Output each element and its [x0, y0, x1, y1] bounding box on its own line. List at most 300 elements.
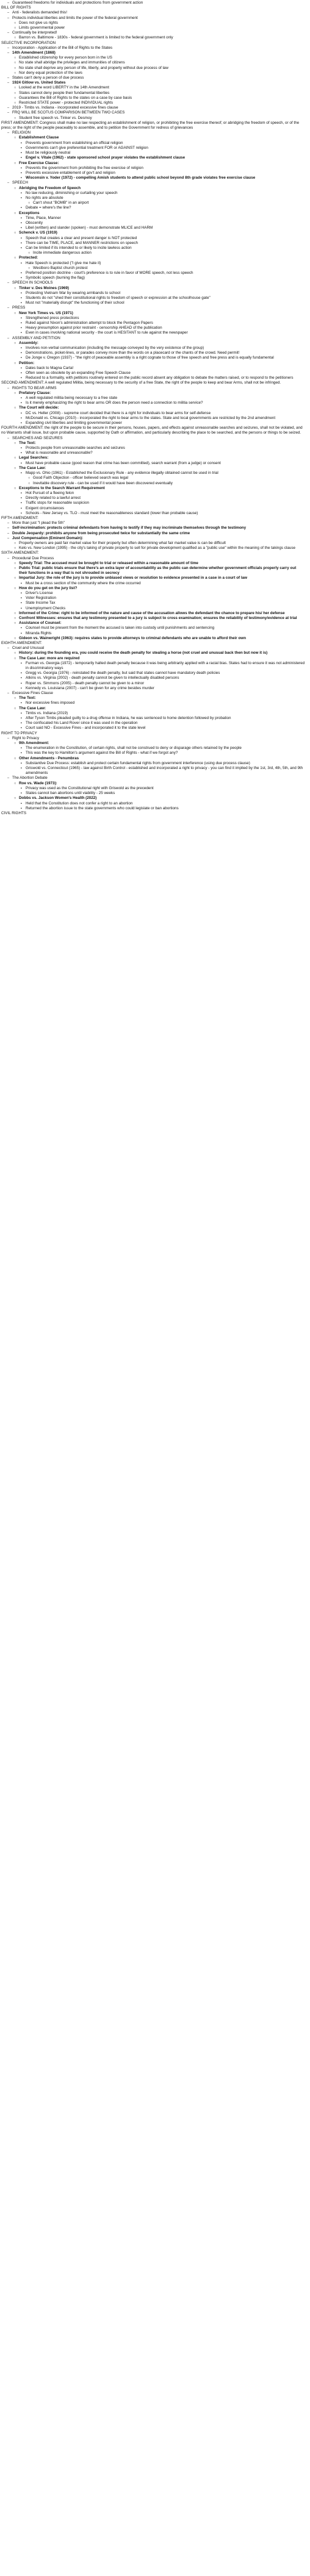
- outline-text: Returned the abortion issue to the state governments who could legislate or ban abortions: [26, 806, 179, 810]
- outline-item: [1, 171, 305, 176]
- outline-item: [1, 701, 305, 706]
- outline-item: [1, 236, 305, 241]
- outline-text: De Jonge v. Oregon (1937) - "the right of peaceable assembly is a right cognate to those of free speech and free press and is equally fundamental: [26, 356, 274, 360]
- bullet-marker: ○: [14, 96, 16, 100]
- bullet-marker: ○: [14, 456, 16, 460]
- bullet-marker: ▪: [21, 316, 22, 320]
- bullet-marker: ○: [14, 116, 16, 120]
- outline-item: [1, 441, 305, 446]
- outline-item: [1, 85, 305, 90]
- outline-text: History: during the founding era, you could receive the death penalty for stealing a horse (not cruel and unusual back then but now it is): [19, 651, 268, 656]
- bullet-marker: –: [7, 306, 10, 310]
- outline-item: [1, 276, 305, 281]
- outline-text: FRQ WILL BE SCOTUS COMPARISON BETWEEN TWO CASES: [12, 110, 125, 115]
- outline-item: [1, 616, 305, 621]
- outline-item: [1, 806, 305, 811]
- outline-text: Furman vs. Georgia (1972) - temporarily halted death penalty because it was being arbitrarily applied with a racial bias. States had to ensure it was not administered in discriminatory ways: [26, 660, 305, 671]
- bullet-marker: ▪: [21, 726, 22, 731]
- bullet-marker: –: [7, 16, 10, 20]
- outline-item: [1, 581, 305, 586]
- outline-text: Involves non-verbal communication (including the message conveyed by the very existence of the group): [26, 346, 204, 351]
- outline-text: Ruled against Nixon's administration attempt to block the Pentagon Papers: [26, 321, 153, 325]
- outline-item: [1, 606, 305, 611]
- outline-text: Continually be interpreted!: [12, 30, 57, 35]
- bullet-marker: ○: [14, 406, 16, 410]
- bullet-marker: ○: [14, 186, 16, 190]
- outline-item: [1, 466, 305, 471]
- outline-item: [1, 141, 305, 146]
- outline-item: [1, 476, 305, 481]
- outline-text: Impartial Jury: the role of the jury is to provide unbiased views or resolution to evidence presented in a case in a court of law: [19, 576, 248, 581]
- outline-text: Does not give us rights: [19, 20, 59, 25]
- outline-text: Must not "materially disrupt" the functioning of their school: [26, 301, 124, 306]
- outline-text: No rights are absolute: [26, 195, 63, 200]
- outline-text: Exceptions: [19, 210, 40, 215]
- outline-item: [1, 541, 305, 546]
- outline-item: [1, 526, 305, 531]
- bullet-marker: ▪: [21, 371, 22, 376]
- outline-item: [1, 621, 305, 626]
- outline-item: [1, 161, 305, 166]
- outline-item: [1, 676, 305, 681]
- outline-text: The Text:: [19, 696, 36, 701]
- outline-item: [1, 76, 305, 80]
- outline-item: [1, 35, 305, 40]
- outline-text: Time, Place, Manner: [26, 215, 61, 220]
- outline-item: [1, 16, 305, 21]
- outline-item: [1, 316, 305, 321]
- outline-text: After Tyson Timbs pleaded guilty to a drug offense in Indiana, he was sentenced to home detention followed by probation: [26, 716, 231, 721]
- outline-text: Speech that creates a clear and present danger is NOT protected: [26, 235, 137, 240]
- outline-item: [1, 296, 305, 301]
- bullet-marker: ▪: [21, 591, 22, 595]
- bullet-marker: ▪: [21, 171, 22, 175]
- bullet-marker: ○: [14, 286, 16, 290]
- outline-text: FIFTH AMENDMENT:: [1, 515, 38, 520]
- outline-item: [1, 251, 305, 256]
- outline-item: [1, 786, 305, 791]
- bullet-marker: ▪: [21, 241, 22, 245]
- bullet-marker: ▪: [21, 631, 22, 635]
- outline-item: [1, 151, 305, 156]
- bullet-marker: ▪: [21, 767, 22, 771]
- bullet-marker: –: [7, 526, 10, 531]
- bullet-marker: ▪: [21, 581, 22, 585]
- bullet-marker: ○: [14, 21, 16, 25]
- outline-item: [1, 611, 305, 616]
- bullet-marker: ▪: [21, 701, 22, 706]
- outline-item: [1, 586, 305, 591]
- outline-item: [1, 691, 305, 696]
- section-heading: [1, 641, 305, 646]
- bullet-marker: ○: [14, 621, 16, 626]
- outline-text: 1924 Gitlow vs. United States: [12, 80, 66, 85]
- outline-text: Directly related to a lawful arrest: [26, 496, 81, 501]
- outline-item: [1, 146, 305, 151]
- bullet-marker: ▪: [21, 601, 22, 606]
- outline-text: Prevents the government from prohibiting the free exercise of religion: [26, 165, 143, 170]
- bullet-marker: ▪: [21, 511, 22, 515]
- outline-item: [1, 576, 305, 581]
- outline-text: Exigent circumstances: [26, 506, 64, 510]
- bullet-marker: ○: [14, 36, 16, 40]
- bullet-marker: ▪: [21, 246, 22, 250]
- outline-item: [1, 26, 305, 30]
- outline-item: [1, 341, 305, 346]
- bullet-marker: –: [7, 76, 10, 80]
- outline-text: Prefatory Clause:: [19, 390, 51, 395]
- outline-text: More than just "I plead the 5th": [12, 521, 65, 526]
- bullet-marker: ○: [14, 561, 16, 565]
- outline-text: SECOND AMENDMENT: A well regulated Militia, being necessary to the security of a free State, the right of the people to keep and bear Arms, shall not be infringed.: [1, 381, 281, 385]
- outline-item: [1, 796, 305, 801]
- outline-item: [1, 366, 305, 371]
- outline-text: Students do not "shed their constitutional rights to freedom of speech or expression at the schoolhouse gate": [26, 295, 211, 300]
- bullet-marker: ○: [14, 781, 16, 785]
- outline-text: Good Faith Objection - officer believed search was legal: [33, 476, 128, 481]
- outline-text: The Case Law:: [19, 706, 46, 710]
- outline-text: SIXTH AMENDMENT:: [1, 551, 39, 556]
- outline-text: No state shall deprive any person of life, liberty, and property without due process of law: [19, 65, 168, 70]
- bullet-marker: ▪: [21, 411, 22, 415]
- outline-text: Can't shout "BOMB" in an airport: [33, 201, 89, 206]
- outline-item: [1, 131, 305, 135]
- outline-text: Symbolic speech (burning the flag): [26, 276, 85, 281]
- bullet-marker: ▪: [21, 151, 22, 156]
- outline-item: [1, 226, 305, 231]
- bullet-marker: ○: [14, 71, 16, 75]
- outline-text: Public Trial: public trials ensure that there's an extra layer of accountability as the public can determine whether government officials properly carry out their functions in a way that is not shrouded in secrecy: [19, 565, 297, 576]
- bullet-marker: –: [7, 531, 10, 535]
- outline-text: Preferred position doctrine - court's preference is to rule in favor of MORE speech, not less speech: [26, 270, 193, 275]
- bullet-marker: ▪: [21, 271, 22, 275]
- outline-text: Privacy was used as the Constitutional right with Griswold as the precedent: [26, 785, 154, 790]
- bullet-marker: ▪: [21, 326, 22, 331]
- outline-item: [1, 261, 305, 266]
- outline-text: Restricted STATE power - protected INDIVIDUAL rights: [19, 101, 114, 106]
- outline-text: Student free speech vs. Tinker vs. Desmoy: [19, 115, 92, 120]
- outline-item: [1, 135, 305, 140]
- bullet-marker: ▪: [21, 226, 22, 231]
- outline-text: Debate = where's the line?: [26, 206, 71, 210]
- bullet-marker: ▪: [21, 291, 22, 295]
- bullet-marker: –: [7, 51, 10, 55]
- outline-item: [1, 391, 305, 396]
- bullet-marker: ▪: [21, 366, 22, 370]
- outline-item: [1, 721, 305, 726]
- outline-item: [1, 10, 305, 15]
- outline-item: [1, 601, 305, 606]
- outline-item: [1, 206, 305, 210]
- outline-text: SELECTIVE INCORPORATION: [1, 40, 56, 45]
- outline-text: No state shall abridge the privileges and immunities of citizens: [19, 60, 125, 65]
- outline-text: Petition:: [19, 360, 35, 365]
- bullet-marker: –: [7, 11, 10, 15]
- outline-text: No law reducing, diminishing or curtailing your speech: [26, 190, 118, 195]
- outline-item: [1, 376, 305, 381]
- bullet-marker: ▪: [21, 596, 22, 601]
- bullet-marker: ○: [14, 441, 16, 445]
- bullet-marker: ○: [14, 136, 16, 140]
- outline-text: FOURTH AMENDMENT: the right of the people to be secure in their persons, houses, papers, and effects against unreasonable searches and seizures, shall not be violated, and no Warrants shall issue, but upon probable cause, supported by Oath or affirmation, and particularly describing the place to be searched, and the persons or things to be seized.: [1, 426, 303, 435]
- outline-text: Self-incrimination: protects criminal defendants from having to testify if they may incriminate themselves through the testimony: [12, 526, 247, 531]
- outline-text: RIGHTS TO BEAR ARMS: [12, 385, 57, 390]
- outline-item: [1, 446, 305, 451]
- outline-text: Kelo vs. New London (1995) - the city's taking of private property to sell for private development qualified as a "public use" within the meaning of the takings clause: [19, 546, 296, 551]
- bullet-marker: ○: [14, 86, 16, 90]
- bullet-marker: –: [7, 281, 10, 285]
- bullet-marker: ▪: [21, 751, 22, 756]
- bullet-marker: ○: [14, 361, 16, 365]
- bullet-marker: ▪: [21, 451, 22, 456]
- outline-item: [1, 486, 305, 491]
- outline-item: [1, 686, 305, 691]
- bullet-marker: –: [7, 106, 10, 110]
- outline-item: [1, 406, 305, 410]
- bullet-marker: ○: [14, 616, 16, 620]
- outline-item: [1, 761, 305, 766]
- outline-text: PRESS: [12, 306, 26, 310]
- outline-text: Voter Registration: [26, 596, 57, 601]
- outline-text: Excessive Fines Clause: [12, 691, 53, 696]
- outline-item: [1, 781, 305, 786]
- outline-item: [1, 60, 305, 65]
- outline-text: Protects individual liberties and limits the power of the federal government: [12, 15, 138, 20]
- bullet-marker: –: [7, 536, 10, 540]
- outline-item: [1, 741, 305, 746]
- outline-item: [1, 521, 305, 526]
- outline-item: [1, 451, 305, 456]
- section-heading: [1, 121, 305, 131]
- outline-text: Dobbs vs. Jackson Women's Health (2022): [19, 796, 97, 801]
- outline-text: ASSEMBLY AND PETITION: [12, 335, 60, 340]
- outline-text: Roper vs. Simmons (2005) - death penalty cannot be given to a minor: [26, 681, 145, 685]
- outline-text: McDonald vs. Chicago (2010) - incorporated the right to bear arms to the states. State and local governments are restricted by the 2nd amendment: [26, 415, 276, 420]
- outline-item: [1, 591, 305, 596]
- section-heading: [1, 5, 305, 10]
- outline-text: States can't deny a person of due process: [12, 76, 84, 80]
- bullet-marker: –: [7, 1, 10, 5]
- outline-item: [1, 116, 305, 121]
- bullet-marker: ▪: [21, 681, 22, 685]
- bullet-marker: –: [7, 556, 10, 560]
- outline-text: DC vs. Heller (2008) - supreme court decided that there is a right for individuals to bear arms for self-defense: [26, 410, 211, 415]
- outline-text: Protects people from unreasonable searches and seizures: [26, 446, 125, 451]
- outline-item: [1, 331, 305, 335]
- outline-text: New York Times vs. US (1971): [19, 310, 73, 315]
- outline-item: [1, 361, 305, 366]
- bullet-marker: ○: [14, 91, 16, 95]
- bullet-marker: ▪: [21, 156, 22, 160]
- outline-item: [1, 371, 305, 376]
- bullet-marker: ○: [28, 201, 31, 206]
- outline-item: [1, 491, 305, 496]
- outline-item: [1, 51, 305, 55]
- outline-text: Other Amendments - Penumbras: [19, 756, 79, 760]
- outline-item: [1, 681, 305, 686]
- bullet-marker: ○: [14, 341, 16, 345]
- outline-item: [1, 181, 305, 185]
- outline-item: [1, 531, 305, 536]
- outline-text: SEARCHES AND SEIZURES: [12, 435, 63, 440]
- outline-text: Limits governmental power: [19, 26, 65, 30]
- outline-text: SPEECH: [12, 181, 28, 185]
- outline-text: State Income Tax: [26, 601, 56, 606]
- outline-item: [1, 481, 305, 486]
- outline-item: [1, 411, 305, 416]
- outline-item: [1, 241, 305, 246]
- outline-text: RELIGION: [12, 131, 31, 135]
- section-heading: [1, 551, 305, 556]
- outline-text: Reduced to a formality, with petitions routinely entered on the public record absent any obligation to debate the matters raised, or to respond to the petitioners: [26, 376, 294, 381]
- bullet-marker: ▪: [21, 301, 22, 306]
- outline-text: Traffic stops for reasonable suspicion: [26, 501, 89, 506]
- outline-item: [1, 326, 305, 331]
- outline-text: Assistance of Counsel:: [19, 621, 62, 626]
- outline-item: [1, 596, 305, 601]
- outline-text: How do you get on the jury list?: [19, 585, 78, 590]
- bullet-marker: ▪: [21, 792, 22, 796]
- bullet-marker: ○: [14, 636, 16, 640]
- bullet-marker: ▪: [21, 746, 22, 751]
- bullet-marker: –: [7, 81, 10, 85]
- outline-text: Prevents excessive entablement of gov't and religion: [26, 170, 115, 175]
- outline-text: Gregg vs. Georgia (1976) - reinstated the death penalty, but said that states cannot have mandatory death policies: [26, 671, 220, 676]
- outline-text: Governments can't give preferential treatment FOR or AGAINST religion: [26, 145, 148, 150]
- outline-text: Protected:: [19, 256, 38, 260]
- outline-text: Obscenity: [26, 220, 43, 225]
- outline-text: Miranda Rights: [26, 631, 52, 635]
- bullet-marker: ▪: [21, 141, 22, 145]
- outline-item: [1, 766, 305, 776]
- outline-text: The Case Law:: [19, 465, 46, 470]
- outline-text: Prevents government from establishing an official religion: [26, 140, 123, 145]
- outline-item: [1, 471, 305, 476]
- bullet-marker: ▪: [21, 806, 22, 810]
- bullet-marker: ▪: [21, 261, 22, 265]
- outline-text: Mapp vs. Ohio (1961) - Established the Exclusionary Rule - any evidence illegally obtained cannot be used in trial: [26, 471, 218, 476]
- bullet-marker: ▪: [21, 401, 22, 406]
- outline-item: [1, 216, 305, 221]
- outline-text: Just Compensation (Eminent Domain):: [12, 535, 84, 540]
- outline-text: The Case Law: more are required: [19, 656, 80, 660]
- bullet-marker: –: [7, 692, 10, 696]
- outline-item: [1, 55, 305, 60]
- outline-item: [1, 536, 305, 541]
- bullet-marker: ○: [14, 391, 16, 395]
- outline-text: Expanding civil liberties and limiting governmental power: [26, 421, 122, 426]
- outline-text: Established citizenship for every person born in the US: [19, 55, 112, 60]
- outline-item: [1, 30, 305, 35]
- bullet-marker: ▪: [21, 221, 22, 225]
- outline-text: Incorporation - Application of the Bill of Rights to the States: [12, 45, 113, 50]
- outline-text: Confront Witnesses: ensures that any testimony presented to a jury is subject to cross examination; ensures the reliability of testimony/evidence at trial: [19, 615, 297, 620]
- outline-text: Wisconsin v. Yoder (1972) - compelling Amish students to attend public school beyond 8th grade violates free exercise clause: [26, 176, 256, 181]
- bullet-marker: ▪: [21, 146, 22, 150]
- outline-item: [1, 661, 305, 671]
- outline-item: [1, 496, 305, 501]
- outline-item: [1, 91, 305, 96]
- outline-item: [1, 156, 305, 160]
- bullet-marker: ○: [14, 586, 16, 590]
- outline-text: Anti - federalists demanded this!: [12, 10, 67, 15]
- bullet-marker: ○: [14, 756, 16, 760]
- section-heading: [1, 41, 305, 46]
- bullet-marker: ○: [14, 541, 16, 545]
- outline-text: Heavy presumption against prior restraint - censorship AHEAD of the publication: [26, 326, 162, 331]
- outline-item: [1, 256, 305, 260]
- outline-item: [1, 201, 305, 206]
- outline-text: Westboro Baptist church protest: [33, 265, 88, 270]
- outline-item: [1, 401, 305, 406]
- outline-text: Procedural Due Process: [12, 556, 54, 560]
- outline-item: [1, 356, 305, 360]
- bullet-marker: ○: [14, 231, 16, 235]
- bullet-marker: ▪: [21, 717, 22, 721]
- outline-item: [1, 271, 305, 276]
- bullet-marker: ○: [14, 706, 16, 710]
- bullet-marker: ▪: [21, 396, 22, 401]
- outline-item: [1, 211, 305, 216]
- outline-item: [1, 716, 305, 721]
- bullet-marker: ▪: [21, 506, 22, 510]
- outline-item: [1, 106, 305, 110]
- outline-text: 2019 - Timbs vs. Indiana - incorporated excessive fines clause: [12, 106, 118, 110]
- bullet-marker: ○: [28, 266, 31, 270]
- section-heading: [1, 426, 305, 435]
- bullet-marker: ▪: [21, 331, 22, 335]
- bullet-marker: ○: [14, 311, 16, 315]
- bullet-marker: ▪: [21, 461, 22, 465]
- outline-item: [1, 286, 305, 291]
- outline-text: EIGHTH AMENDMENT:: [1, 641, 42, 645]
- outline-text: Double Jeopardy: prohibits anyone from being prosecuted twice for substantially the same crime: [12, 531, 190, 535]
- bullet-marker: ○: [14, 211, 16, 215]
- bullet-marker: –: [7, 46, 10, 50]
- bullet-marker: –: [7, 736, 10, 740]
- bullet-marker: –: [7, 31, 10, 35]
- bullet-marker: ○: [14, 651, 16, 656]
- bullet-marker: ▪: [21, 356, 22, 360]
- bullet-marker: ▪: [21, 276, 22, 281]
- outline-text: Griswold vs. Connecticut (1965) - law against Birth Control - established and incorporated a right to privacy - you can find it implied by the 1st, 3rd, 4th, 5th, and 9th amendments: [26, 766, 303, 776]
- outline-text: Looked at the word LIBERTY in the 14th Amendment: [19, 85, 109, 90]
- outline-item: [1, 336, 305, 341]
- bullet-marker: ▪: [21, 216, 22, 220]
- outline-text: 14th Amendment (1868): [12, 51, 56, 55]
- outline-item: [1, 96, 305, 101]
- outline-text: Free Exercise Clause:: [19, 160, 59, 165]
- outline-text: Nor excessive fines imposed: [26, 701, 75, 706]
- notes-document: [0, 0, 307, 816]
- outline-text: The Text:: [19, 440, 36, 445]
- outline-item: [1, 191, 305, 196]
- outline-text: CIVIL RIGHTS: [1, 810, 27, 815]
- outline-text: Demonstrations, picket-lines, or parades convey more than the words on a placecard or the chants of the crowd. Need permit!: [26, 351, 240, 356]
- outline-item: [1, 386, 305, 391]
- bullet-marker: ○: [14, 696, 16, 701]
- bullet-marker: ▪: [21, 416, 22, 420]
- section-heading: [1, 516, 305, 521]
- outline-item: [1, 281, 305, 285]
- bullet-marker: ▪: [21, 606, 22, 610]
- outline-item: [1, 246, 305, 251]
- bullet-marker: ▪: [21, 321, 22, 325]
- outline-text: SPEECH IN SCHOOLS: [12, 281, 53, 285]
- bullet-marker: ▪: [21, 166, 22, 170]
- outline-text: Often seen as obsolete by an expanding Free Speech Clause: [26, 371, 131, 376]
- outline-text: Hot Pursuit of a fleeing felon: [26, 490, 74, 495]
